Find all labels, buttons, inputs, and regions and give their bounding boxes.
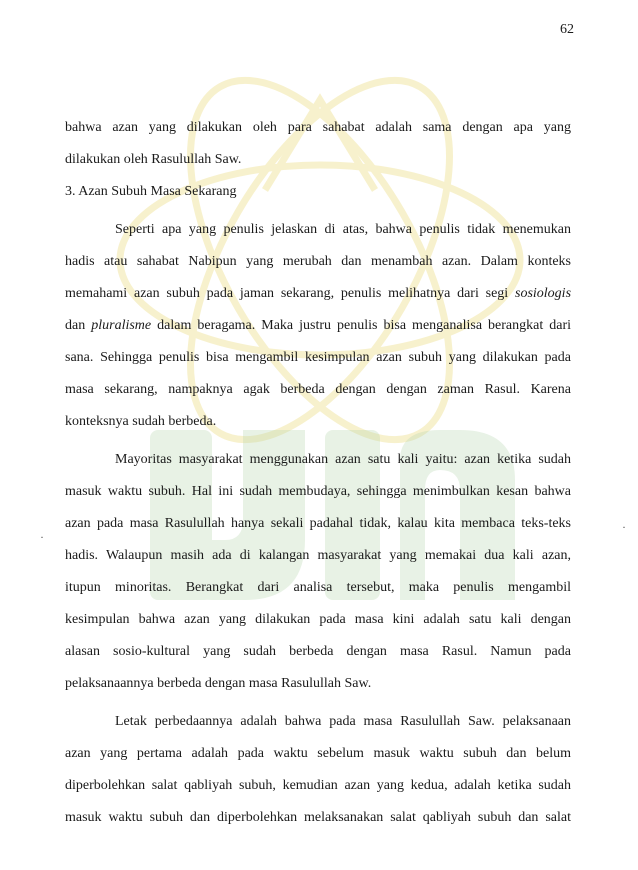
- text-line-14: hadis. Walaupun masih ada di kalangan masyarakat yang memakai dua kali azan,: [65, 548, 571, 563]
- text-segment: dan: [65, 318, 86, 333]
- body-text: [65, 112, 571, 834]
- text-line-15: itupun minoritas. Berangkat dari analisa tersebut, maka penulis mengambil: [65, 580, 571, 595]
- italic-term-sosiologis: sosiologis: [515, 286, 571, 301]
- text-line-16: kesimpulan bahwa azan yang dilakukan pada masa kini adalah satu kali dengan: [65, 612, 571, 627]
- text-line-8: sana. Sehingga penulis bisa mengambil kesimpulan azan subuh yang dilakukan pada: [65, 350, 571, 365]
- text-line-7: [65, 310, 571, 342]
- text-line-21: diperbolehkan salat qabliyah subuh, kemudian azan yang kedua, adalah ketika sudah: [65, 778, 571, 793]
- scan-artifact-mark: ·: [622, 520, 626, 534]
- text-line-6: [65, 278, 571, 310]
- text-line-11: Mayoritas masyarakat menggunakan azan satu kali yaitu: azan ketika sudah: [115, 452, 571, 467]
- section-heading: 3. Azan Subuh Masa Sekarang: [65, 184, 237, 199]
- text-line-18: pelaksanaannya berbeda dengan masa Rasulullah Saw.: [65, 676, 372, 691]
- text-segment: dalam beragama. Maka justru penulis bisa menganalisa berangkat dari: [157, 318, 571, 333]
- page-number: 62: [560, 22, 574, 37]
- text-line-9: masa sekarang, nampaknya agak berbeda dengan dengan zaman Rasul. Karena: [65, 382, 571, 397]
- text-line-2: dilakukan oleh Rasulullah Saw.: [65, 152, 242, 167]
- text-line-22: masuk waktu subuh dan diperbolehkan melaksanakan salat qabliyah subuh dan salat: [65, 810, 571, 825]
- text-line-19: Letak perbedaannya adalah bahwa pada masa Rasulullah Saw. pelaksanaan: [115, 714, 571, 729]
- text-segment: memahami azan subuh pada jaman sekarang, penulis melihatnya dari segi: [65, 286, 509, 301]
- text-line-12: masuk waktu subuh. Hal ini sudah membudaya, sehingga menimbulkan kesan bahwa: [65, 484, 571, 499]
- text-line-17: alasan sosio-kultural yang sudah berbeda dengan masa Rasul. Namun pada: [65, 644, 571, 659]
- scan-artifact-mark: ·: [40, 530, 44, 544]
- text-line-13: azan pada masa Rasulullah hanya sekali padahal tidak, kalau kita membaca teks-teks: [65, 516, 571, 531]
- text-line-20: azan yang pertama adalah pada waktu sebelum masuk waktu subuh dan belum: [65, 746, 571, 761]
- italic-term-pluralisme: pluralisme: [91, 318, 152, 333]
- text-line-1: bahwa azan yang dilakukan oleh para sahabat adalah sama dengan apa yang: [65, 120, 571, 135]
- text-line-5: hadis atau sahabat Nabipun yang merubah dan menambah azan. Dalam konteks: [65, 254, 571, 269]
- text-line-10: konteksnya sudah berbeda.: [65, 414, 217, 429]
- text-line-4: Seperti apa yang penulis jelaskan di atas, bahwa penulis tidak menemukan: [115, 222, 571, 237]
